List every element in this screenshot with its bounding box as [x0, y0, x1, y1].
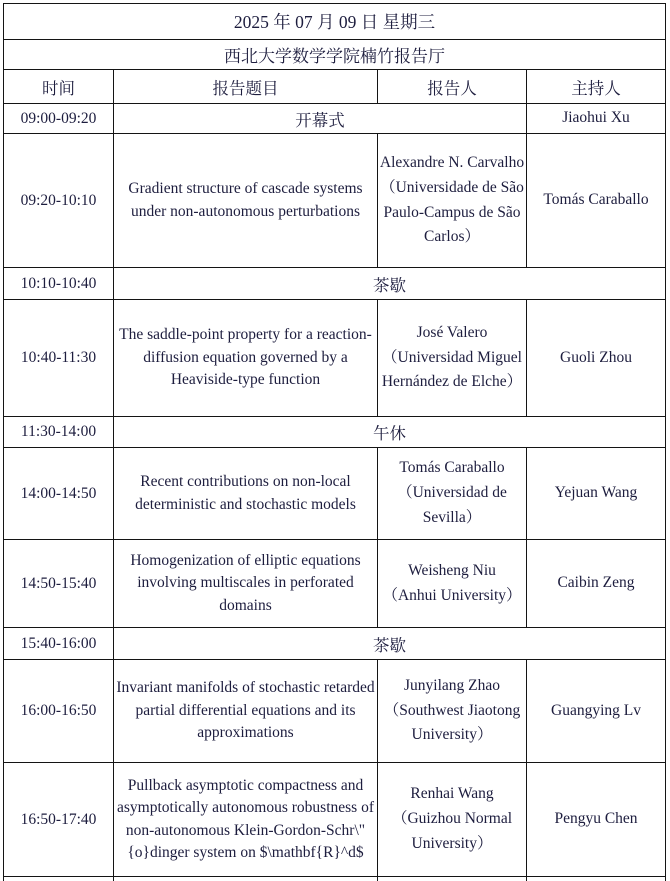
schedule-row-talk	[4, 660, 666, 763]
speaker-cell	[378, 448, 527, 540]
schedule-row-talk	[4, 448, 666, 540]
speaker-affiliation: （Anhui University）	[382, 586, 522, 604]
speaker-affiliation: （Universidad Miguel Hernández de Elche）	[381, 348, 523, 391]
schedule-row-talk	[4, 134, 666, 268]
schedule-row-break	[4, 268, 666, 300]
title-cell: Invariant manifolds of stochastic retarded partial differential equations and its approximations	[114, 660, 378, 763]
time-cell: 10:10-10:40	[4, 268, 114, 300]
schedule-row-talk	[4, 540, 666, 628]
next-row-partial	[4, 877, 666, 881]
time-cell: 09:20-10:10	[4, 134, 114, 268]
speaker-affiliation: （Southwest Jiaotong University）	[383, 701, 521, 744]
speaker-cell	[378, 660, 527, 763]
opening-cell: 开幕式	[114, 104, 527, 134]
time-cell: 11:30-14:00	[4, 417, 114, 448]
break-cell: 茶歇	[114, 628, 666, 660]
chair-cell: Guangying Lv	[527, 660, 666, 763]
speaker-cell	[378, 763, 527, 877]
speaker-name: Junyilang Zhao	[404, 676, 500, 694]
col-header-title: 报告题目	[114, 70, 378, 104]
chair-cell: Yejuan Wang	[527, 448, 666, 540]
time-cell: 16:50-17:40	[4, 763, 114, 877]
chair-cell: Caibin Zeng	[527, 540, 666, 628]
schedule-row-break	[4, 628, 666, 660]
schedule-row-talk	[4, 763, 666, 877]
speaker-affiliation: （Guizhou Normal University）	[391, 810, 513, 852]
speaker-affiliation: （Universidade de São Paulo-Campus de São Carlos）	[380, 178, 524, 246]
break-cell: 午休	[114, 417, 666, 448]
title-cell: Recent contributions on non-local deterministic and stochastic models	[114, 448, 378, 540]
time-cell: 16:00-16:50	[4, 660, 114, 763]
title-cell: Pullback asymptotic compactness and asymptotically autonomous robustness of non-autonomous Klein-Gordon-Schr\"{o}dinger system on $\mathbf{R}^d$	[114, 763, 378, 877]
chair-cell: Pengyu Chen	[527, 763, 666, 877]
venue-row	[4, 40, 666, 70]
date-title: 2025 年 07 月 09 日 星期三	[4, 4, 666, 40]
schedule-row-break	[4, 417, 666, 448]
speaker-name: Tomás Caraballo	[399, 459, 505, 477]
speaker-cell	[378, 540, 527, 628]
col-header-time: 时间	[4, 70, 114, 104]
chair-cell: Tomás Caraballo	[527, 134, 666, 268]
schedule-row-talk	[4, 300, 666, 417]
title-cell: Homogenization of elliptic equations involving multiscales in perforated domains	[114, 540, 378, 628]
time-cell: 15:40-16:00	[4, 628, 114, 660]
column-header-row	[4, 70, 666, 104]
time-cell: 14:00-14:50	[4, 448, 114, 540]
speaker-name: José Valero	[416, 323, 488, 341]
venue-title: 西北大学数学学院楠竹报告厅	[4, 40, 666, 70]
date-row	[4, 4, 666, 40]
time-cell: 14:50-15:40	[4, 540, 114, 628]
speaker-name: Alexandre N. Carvalho	[379, 153, 525, 171]
break-cell: 茶歇	[114, 268, 666, 300]
schedule-row-opening	[4, 104, 666, 134]
speaker-cell	[378, 300, 527, 417]
col-header-speaker: 报告人	[378, 70, 527, 104]
col-header-chair: 主持人	[527, 70, 666, 104]
speaker-cell	[378, 134, 527, 268]
time-cell: 10:40-11:30	[4, 300, 114, 417]
speaker-affiliation: （Universidad de Sevilla）	[397, 484, 507, 526]
chair-cell: Jiaohui Xu	[527, 104, 666, 134]
speaker-name: Renhai Wang	[410, 785, 494, 803]
title-cell: Gradient structure of cascade systems under non-autonomous perturbations	[114, 134, 378, 268]
time-cell: 09:00-09:20	[4, 104, 114, 134]
title-cell: The saddle-point property for a reaction-diffusion equation governed by a Heaviside-type function	[114, 300, 378, 417]
chair-cell: Guoli Zhou	[527, 300, 666, 417]
schedule-table	[3, 3, 666, 881]
speaker-name: Weisheng Niu	[408, 561, 496, 579]
